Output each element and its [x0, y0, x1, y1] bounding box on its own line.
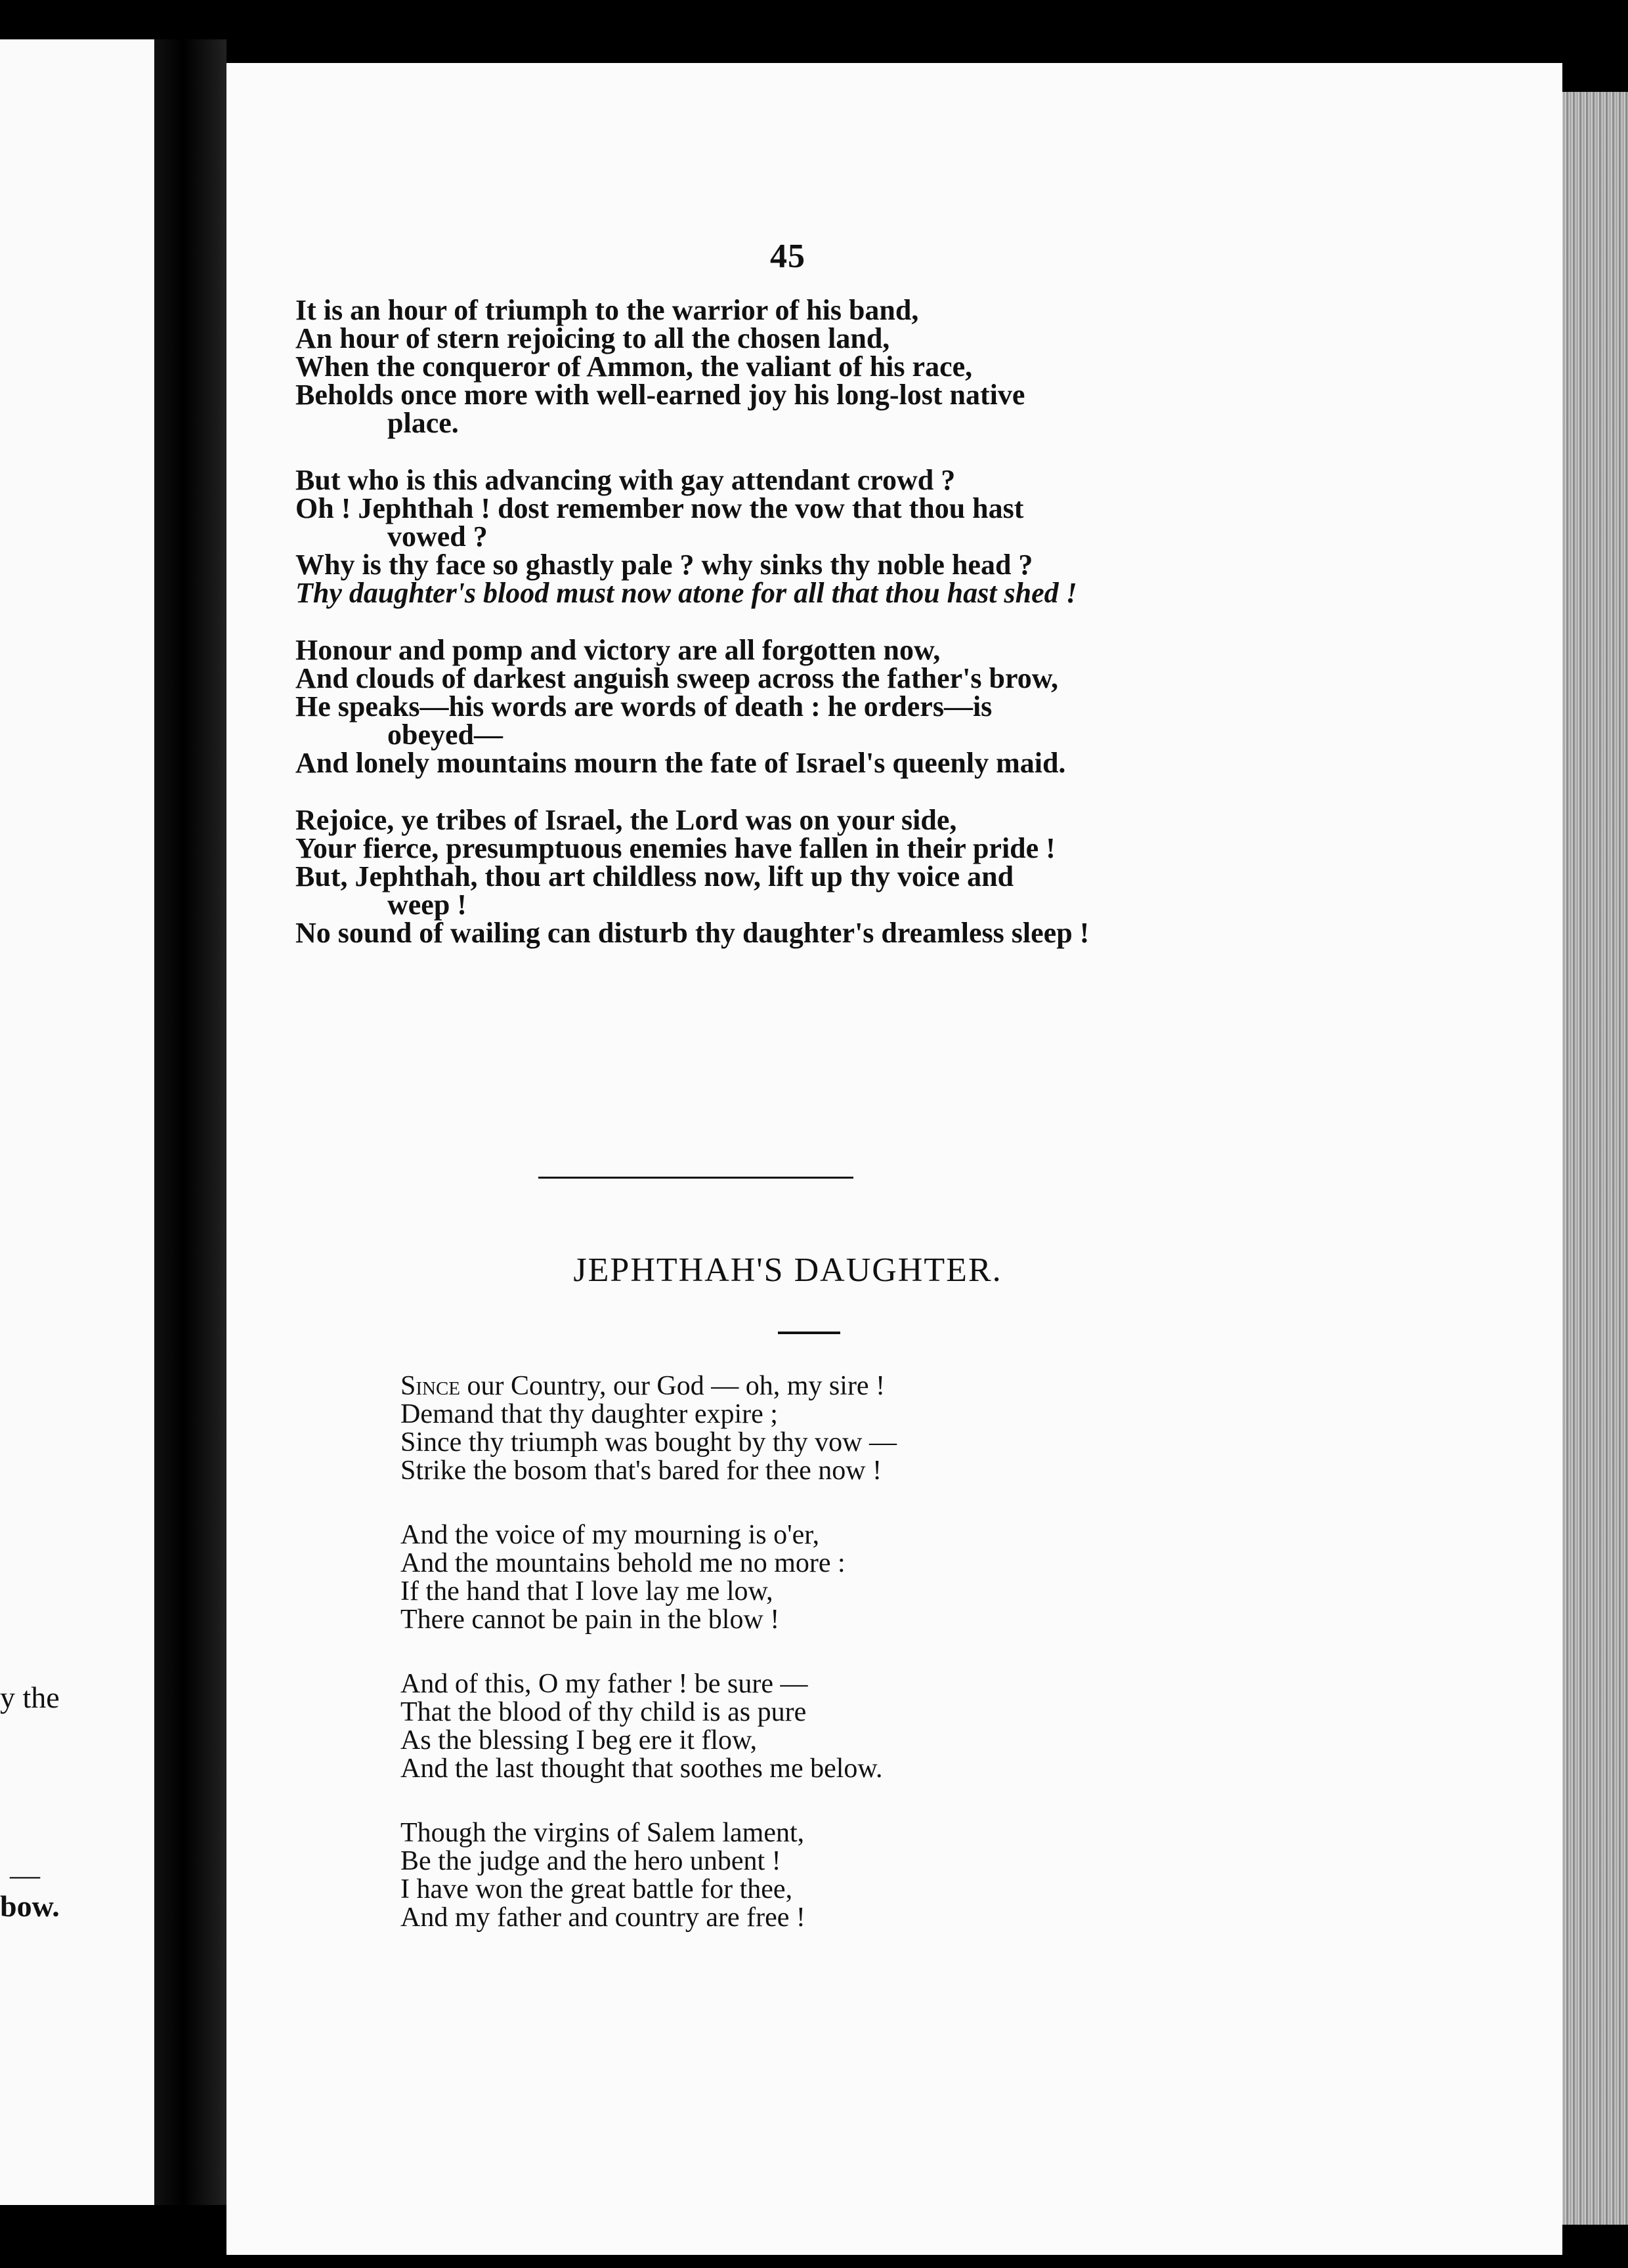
poem-line: But, Jephthah, thou art childless now, lift up thy voice and: [295, 860, 1014, 892]
section-divider: [538, 1177, 853, 1179]
poem-line: But who is this advancing with gay attendant crowd ?: [295, 464, 956, 496]
poem-line: An hour of stern rejoicing to all the chosen land,: [295, 322, 890, 354]
poem-line: And the voice of my mourning is o'er,: [400, 1520, 820, 1550]
poem-line: Rejoice, ye tribes of Israel, the Lord was on your side,: [295, 804, 957, 836]
stanza: [400, 1670, 1188, 1783]
left-page-fragment: bow.: [0, 1889, 60, 1923]
poem-line: Why is thy face so ghastly pale ? why sinks thy noble head ?: [295, 549, 1033, 581]
poem-line: And the last thought that soothes me below.: [400, 1754, 883, 1784]
poem-jephthahs-daughter: [400, 1372, 1188, 1968]
poem-line: I have won the great battle for thee,: [400, 1874, 793, 1904]
poem-continued: [295, 296, 1214, 976]
poem-line: When the conqueror of Ammon, the valiant of his race,: [295, 350, 973, 383]
poem-line: It is an hour of triumph to the warrior of his band,: [295, 294, 919, 326]
poem-line: weep !: [387, 889, 467, 921]
poem-line: Oh ! Jephthah ! dost remember now the vow that thou hast: [295, 492, 1024, 524]
left-page-fragment: —: [10, 1858, 40, 1891]
stanza: [295, 636, 1214, 777]
poem-line: And clouds of darkest anguish sweep across the father's brow,: [295, 662, 1059, 694]
poem-line: vowed ?: [387, 520, 488, 553]
book-gutter: [154, 39, 226, 2205]
poem-line: He speaks—his words are words of death : he orders—is: [295, 690, 993, 723]
poem-line: Demand that thy daughter expire ;: [400, 1399, 778, 1429]
title-rule: [778, 1332, 840, 1334]
stanza: [400, 1372, 1188, 1485]
stanza: [400, 1521, 1188, 1634]
main-page: [226, 63, 1562, 2255]
stanza: [400, 1819, 1188, 1932]
poem-title: JEPHTHAH'S DAUGHTER.: [573, 1251, 1002, 1289]
poem-line: Honour and pomp and victory are all forgotten now,: [295, 634, 941, 666]
poem-line: obeyed—: [387, 719, 503, 751]
poem-line: place.: [387, 407, 459, 439]
page-edges: [1562, 92, 1628, 2225]
poem-line: That the blood of thy child is as pure: [400, 1697, 807, 1727]
stanza: [295, 466, 1214, 607]
poem-line: Be the judge and the hero unbent !: [400, 1846, 781, 1876]
poem-line: Thy daughter's blood must now atone for all that thou hast shed !: [295, 577, 1077, 609]
left-facing-page: [0, 39, 154, 2205]
poem-line: Strike the bosom that's bared for thee now !: [400, 1456, 882, 1486]
poem-line: Since thy triumph was bought by thy vow —: [400, 1427, 897, 1458]
stanza: [295, 806, 1214, 947]
poem-line: Your fierce, presumptuous enemies have fallen in their pride !: [295, 832, 1056, 864]
page-number: 45: [770, 238, 805, 275]
left-page-fragment: y the: [0, 1681, 60, 1714]
poem-line: No sound of wailing can disturb thy daughter's dreamless sleep !: [295, 917, 1090, 949]
poem-line: And the mountains behold me no more :: [400, 1548, 846, 1578]
first-line-text: our Country, our God — oh, my sire !: [460, 1371, 886, 1401]
poem-line: [400, 1372, 1188, 1400]
poem-line: Beholds once more with well-earned joy his long-lost native: [295, 379, 1025, 411]
poem-line: There cannot be pain in the blow !: [400, 1605, 780, 1635]
poem-line: And my father and country are free !: [400, 1902, 805, 1933]
poem-line: And of this, O my father ! be sure —: [400, 1669, 808, 1699]
poem-line: If the hand that I love lay me low,: [400, 1576, 773, 1606]
poem-line: Though the virgins of Salem lament,: [400, 1818, 805, 1848]
drop-word: Since: [400, 1371, 461, 1401]
stanza: [295, 296, 1214, 437]
poem-line: And lonely mountains mourn the fate of Israel's queenly maid.: [295, 747, 1066, 779]
poem-line: As the blessing I beg ere it flow,: [400, 1725, 758, 1755]
